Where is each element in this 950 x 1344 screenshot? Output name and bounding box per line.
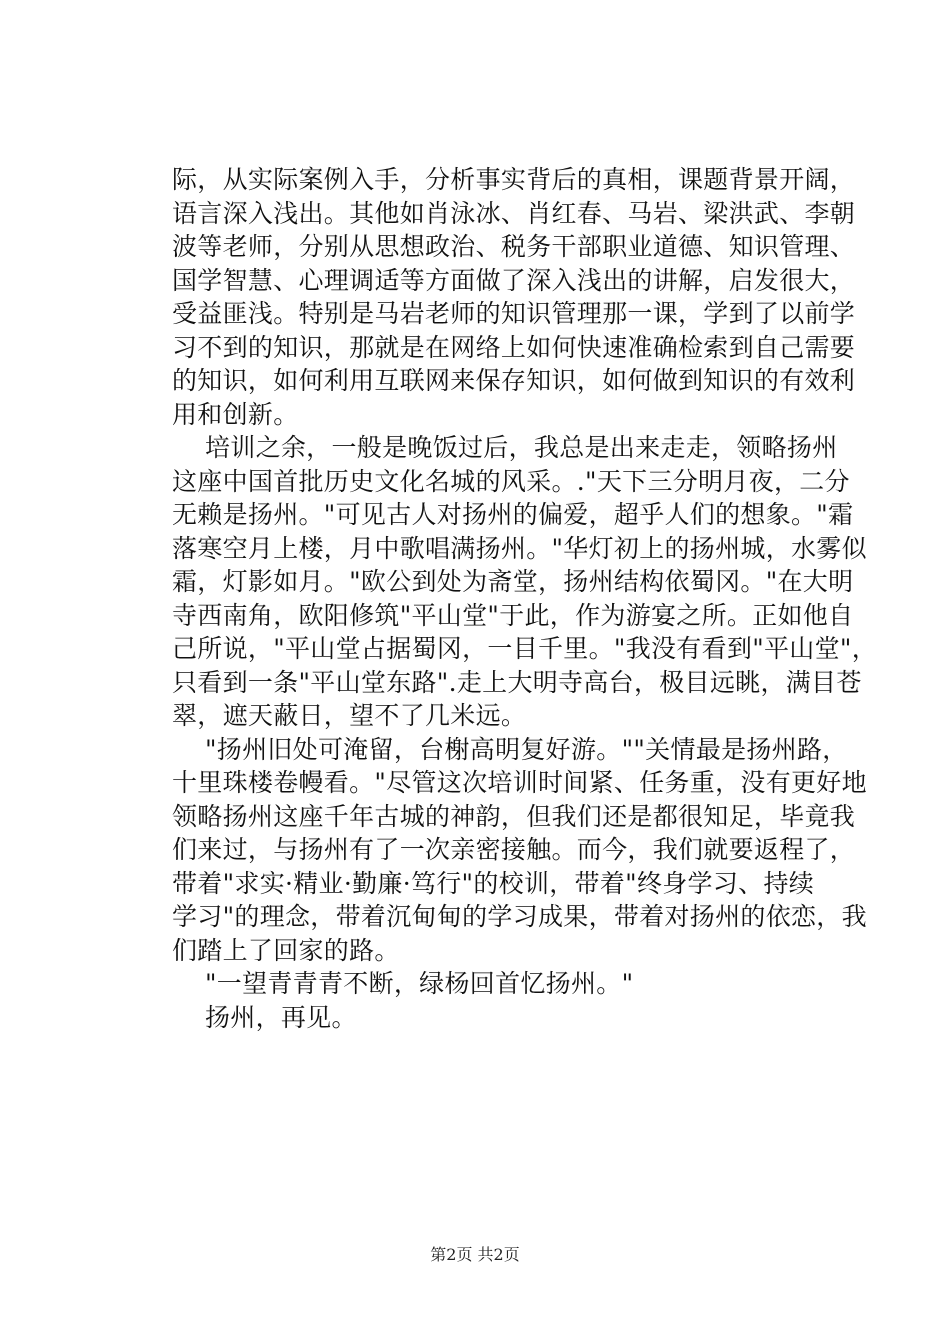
- text-line: 无赖是扬州。"可见古人对扬州的偏爱，超乎人们的想象。"霜: [172, 500, 854, 529]
- text-line: 习不到的知识，那就是在网络上如何快速准确检索到自己需要: [172, 332, 856, 362]
- text-line: 寺西南角，欧阳修筑"平山堂"于此，作为游宴之所。正如他自: [172, 600, 854, 630]
- text-line: 波等老师，分别从思想政治、税务干部职业道德、知识管理、: [172, 232, 856, 261]
- text-line: 学习"的理念，带着沉甸甸的学习成果，带着对扬州的依恋，我: [172, 902, 867, 931]
- text-line: 己所说，"平山堂占据蜀冈，一目千里。"我没有看到"平山堂"，: [172, 634, 877, 663]
- text-line: 十里珠楼卷幔看。"尽管这次培训时间紧、任务重，没有更好地: [172, 768, 867, 797]
- text-line: 们来过，与扬州有了一次亲密接触。而今，我们就要返程了，: [172, 835, 856, 864]
- text-line: "一望青青青不断，绿杨回首忆扬州。": [172, 969, 634, 998]
- text-line: 扬州，再见。: [172, 1002, 357, 1032]
- text-line: 领略扬州这座千年古城的神韵，但我们还是都很知足，毕竟我: [172, 801, 856, 831]
- text-line: 翠，遮天蔽日，望不了几米远。: [172, 701, 527, 730]
- text-line: 这座中国首批历史文化名城的风采。."天下三分明月夜，二分: [172, 466, 850, 496]
- text-line: 霜，灯影如月。"欧公到处为斋堂，扬州结构依蜀冈。"在大明: [172, 567, 854, 596]
- text-line: 受益匪浅。特别是马岩老师的知识管理那一课，学到了以前学: [172, 299, 856, 328]
- text-line: "扬州旧处可淹留，台榭高明复好游。""关情最是扬州路，: [172, 734, 848, 764]
- text-line: 培训之余，一般是晚饭过后，我总是出来走走，领略扬州: [172, 433, 838, 462]
- document-body: [172, 163, 877, 1034]
- text-line: 们踏上了回家的路。: [172, 935, 400, 965]
- page-number-footer: 第2页 共2页: [430, 1245, 520, 1264]
- text-line: 只看到一条"平山堂东路".走上大明寺高台，极目远眺，满目苍: [172, 667, 862, 697]
- text-line: 语言深入浅出。其他如肖泳冰、肖红春、马岩、梁洪武、李朝: [172, 198, 856, 228]
- text-line: 带着"求实·精业·勤廉·笃行"的校训，带着"终身学习、持续: [172, 868, 815, 898]
- text-line: 用和创新。: [172, 399, 299, 429]
- text-line: 落寒空月上楼，月中歌唱满扬州。"华灯初上的扬州城，水雾似: [172, 533, 867, 563]
- text-line: 的知识，如何利用互联网来保存知识，如何做到知识的有效利: [172, 366, 856, 395]
- text-line: 际，从实际案例入手，分析事实背后的真相，课题背景开阔，: [172, 165, 856, 194]
- text-line: 国学智慧、心理调适等方面做了深入浅出的讲解，启发很大，: [172, 265, 856, 295]
